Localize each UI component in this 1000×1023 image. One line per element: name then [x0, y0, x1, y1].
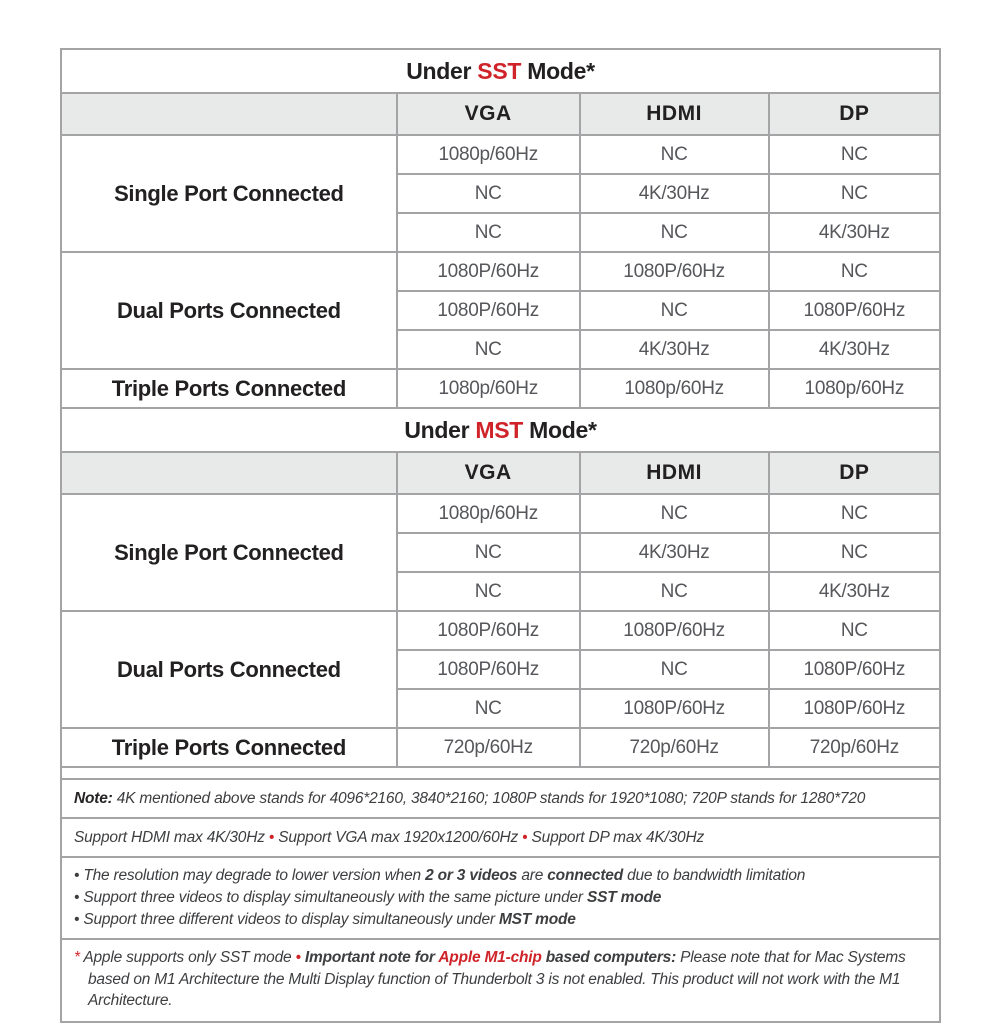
resolution-cell: NC [769, 135, 940, 174]
spacer-cell [61, 767, 940, 779]
resolution-cell: 720p/60Hz [580, 728, 769, 767]
red-text-segment: • [295, 949, 301, 966]
resolution-cell: NC [769, 494, 940, 533]
bold-text-segment: Important note for [304, 949, 439, 966]
red-text-segment: SST [477, 57, 522, 84]
resolution-cell: NC [397, 572, 580, 611]
resolution-cell: NC [580, 135, 769, 174]
mode-title-row-sst [61, 49, 940, 93]
column-header-dp: DP [769, 93, 940, 135]
column-header-vga: VGA [397, 93, 580, 135]
note-text [61, 779, 940, 818]
resolution-cell: 4K/30Hz [769, 330, 940, 369]
port-label: Triple Ports Connected [61, 369, 397, 408]
resolution-cell: 4K/30Hz [580, 330, 769, 369]
red-text-segment: Apple M1-chip [438, 949, 542, 966]
text-segment: are [517, 867, 548, 884]
text-segment: Under [406, 57, 478, 84]
resolution-cell: 1080p/60Hz [580, 369, 769, 408]
red-text-segment: • [268, 829, 275, 846]
support-row [61, 818, 940, 857]
resolution-cell: 720p/60Hz [769, 728, 940, 767]
column-header-row [61, 452, 940, 494]
support-text [61, 818, 940, 857]
column-header-row [61, 93, 940, 135]
resolution-cell: 1080P/60Hz [580, 611, 769, 650]
resolution-cell: NC [769, 252, 940, 291]
resolution-cell: 1080P/60Hz [397, 252, 580, 291]
bullet-item [74, 865, 927, 887]
resolution-cell: NC [397, 213, 580, 252]
column-header-hdmi: HDMI [580, 452, 769, 494]
port-label: Single Port Connected [61, 494, 397, 611]
bold-text-segment: MST mode [498, 911, 576, 928]
column-header-hdmi: HDMI [580, 93, 769, 135]
port-label: Single Port Connected [61, 135, 397, 252]
display-mode-table [60, 48, 941, 1023]
column-header-dp: DP [769, 452, 940, 494]
corner-cell [61, 452, 397, 494]
text-segment: • The resolution may degrade to lower version when [74, 867, 426, 884]
bullet-list [61, 857, 940, 939]
table-body [61, 49, 940, 1022]
resolution-cell: NC [580, 213, 769, 252]
corner-cell [61, 93, 397, 135]
text-segment: • Support three different videos to display simultaneously under [74, 911, 499, 928]
resolution-cell: NC [580, 291, 769, 330]
data-row [61, 494, 940, 533]
resolution-cell: 1080P/60Hz [769, 291, 940, 330]
resolution-cell: 1080P/60Hz [580, 252, 769, 291]
red-text-segment: MST [475, 416, 524, 443]
resolution-cell: NC [580, 650, 769, 689]
resolution-cell: 1080p/60Hz [397, 135, 580, 174]
resolution-cell: 1080p/60Hz [769, 369, 940, 408]
resolution-cell: NC [397, 330, 580, 369]
resolution-cell: 1080p/60Hz [397, 369, 580, 408]
resolution-cell: 1080P/60Hz [769, 650, 940, 689]
text-segment: 4K mentioned above stands for 4096*2160, 3840*2160; 1080P stands for 1920*1080; 720P stands for 1280*720 [116, 790, 866, 807]
red-text-segment: * [74, 949, 84, 966]
bold-text-segment: 2 or 3 videos [425, 867, 518, 884]
text-segment: Under [404, 416, 476, 443]
resolution-cell: 1080P/60Hz [397, 650, 580, 689]
data-row [61, 369, 940, 408]
resolution-cell: NC [397, 689, 580, 728]
resolution-cell: 1080P/60Hz [397, 611, 580, 650]
text-segment: Please note that for Mac Systems based on M1 Architecture the Multi Display function of Thunderbolt 3 is not enabled. This product will not work with the M1 Architecture. [88, 949, 906, 1009]
text-segment: Mode* [523, 416, 597, 443]
resolution-cell: 1080P/60Hz [769, 689, 940, 728]
resolution-cell: NC [580, 572, 769, 611]
port-label: Triple Ports Connected [61, 728, 397, 767]
resolution-cell: 1080p/60Hz [397, 494, 580, 533]
text-segment: Support VGA max 1920x1200/60Hz [274, 829, 523, 846]
bullet-item [74, 887, 927, 909]
bold-text-segment: Note: [74, 790, 117, 807]
resolution-cell: NC [397, 533, 580, 572]
text-segment: Support HDMI max 4K/30Hz [74, 829, 269, 846]
text-segment: Apple supports only SST mode [83, 949, 296, 966]
resolution-cell: NC [769, 611, 940, 650]
bullet-list-row [61, 857, 940, 939]
mode-title-row-mst [61, 408, 940, 452]
text-segment: due to bandwidth limitation [622, 867, 806, 884]
mode-title-sst [61, 49, 940, 93]
data-row [61, 135, 940, 174]
resolution-cell: NC [769, 533, 940, 572]
port-label: Dual Ports Connected [61, 252, 397, 369]
bold-text-segment: SST mode [587, 889, 662, 906]
text-segment: Support DP max 4K/30Hz [527, 829, 705, 846]
resolution-cell: 4K/30Hz [769, 213, 940, 252]
resolution-cell: 1080P/60Hz [580, 689, 769, 728]
resolution-cell: NC [397, 174, 580, 213]
data-row [61, 728, 940, 767]
port-label: Dual Ports Connected [61, 611, 397, 728]
spacer-row [61, 767, 940, 779]
resolution-cell: 4K/30Hz [580, 174, 769, 213]
red-text-segment: • [522, 829, 528, 846]
resolution-cell: 4K/30Hz [769, 572, 940, 611]
text-segment: Mode* [521, 57, 595, 84]
apple-note-row [61, 939, 940, 1022]
data-row [61, 252, 940, 291]
data-row [61, 611, 940, 650]
resolution-cell: NC [580, 494, 769, 533]
resolution-cell: 4K/30Hz [580, 533, 769, 572]
resolution-cell: 720p/60Hz [397, 728, 580, 767]
column-header-vga: VGA [397, 452, 580, 494]
bullet-item [74, 909, 927, 931]
bold-text-segment: connected [547, 867, 623, 884]
bold-text-segment: based computers: [541, 949, 681, 966]
text-segment: • Support three videos to display simultaneously with the same picture under [74, 889, 588, 906]
note-row [61, 779, 940, 818]
resolution-cell: NC [769, 174, 940, 213]
display-spec-sheet [60, 48, 941, 1023]
mode-title-mst [61, 408, 940, 452]
apple-note-text [61, 939, 940, 1022]
resolution-cell: 1080P/60Hz [397, 291, 580, 330]
